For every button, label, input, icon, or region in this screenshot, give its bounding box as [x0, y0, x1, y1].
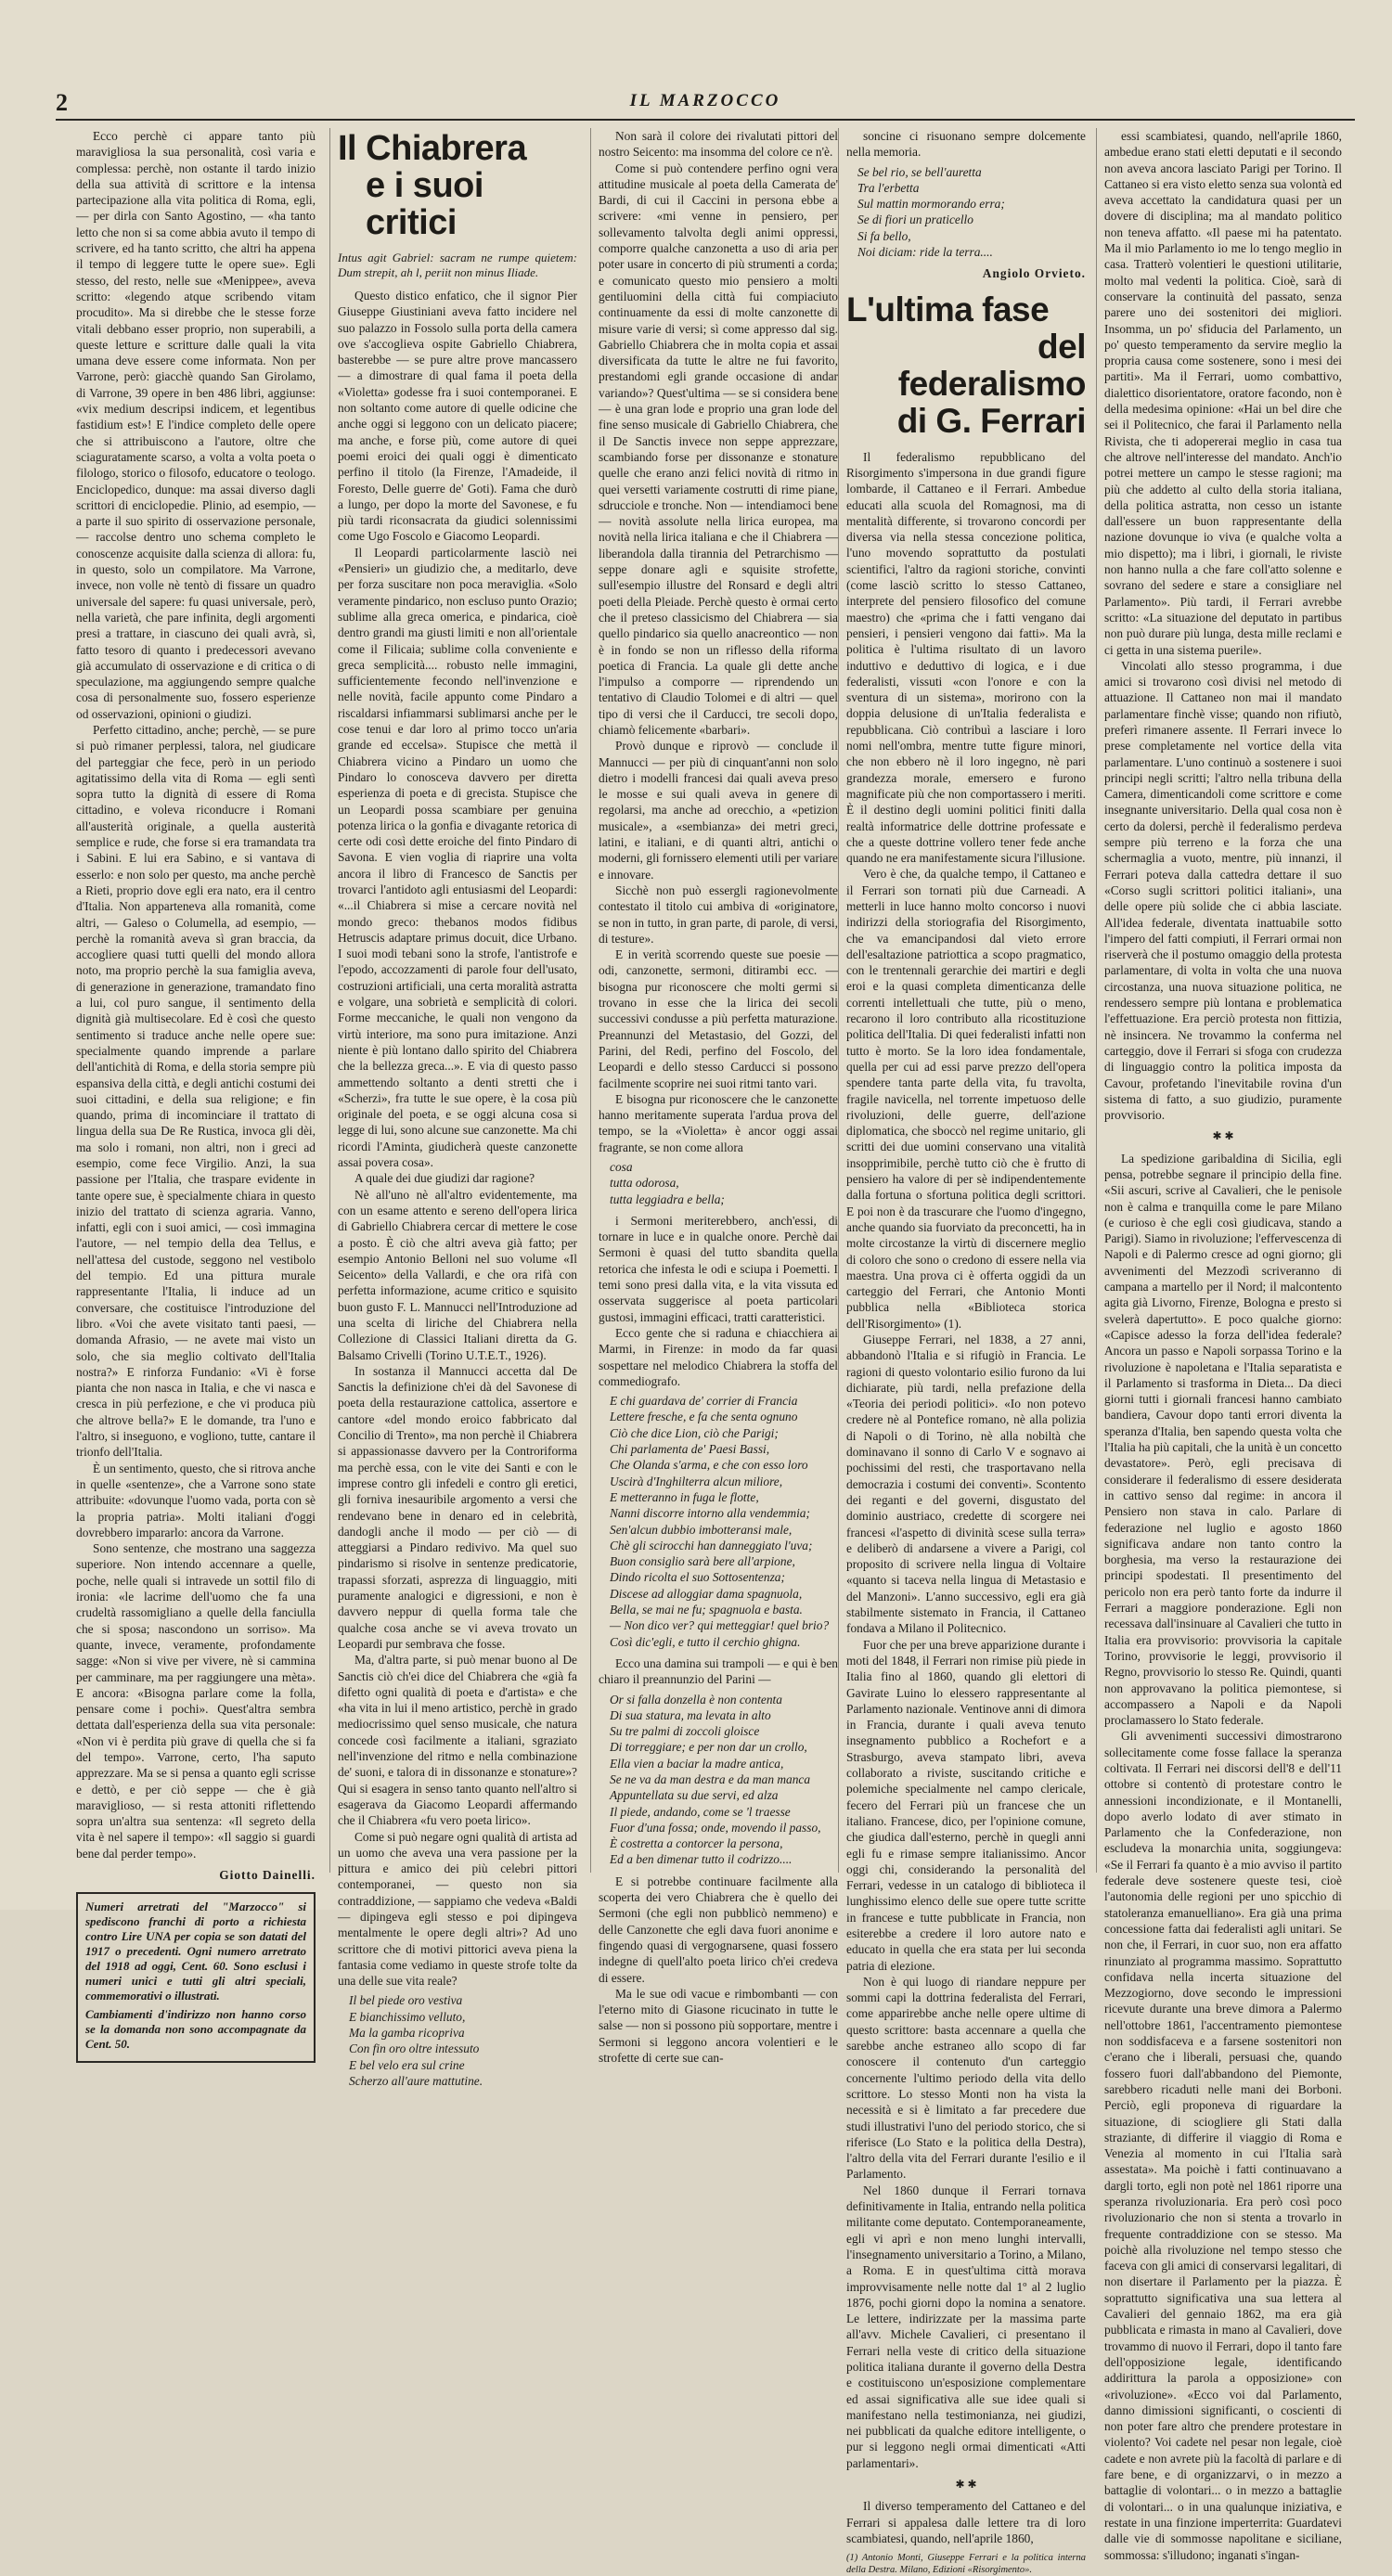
verse-line: Or si falla donzella è non contenta: [610, 1692, 782, 1707]
paragraph: Non è qui luogo di riandare neppure per sommi capi la dottrina federalista del Ferrari, come apparirebbe anche nelle opere ultime di questo scrittore: basta accennare a quella che sarebbe anche estraneo allo scopo di far conoscere il contenuto d'un carteggio concernente l'ultimo periodo della vita dello scrittore. Lo stesso Monti non ha vista la necessità e si è limitato a far precedere due studi illustrativi l'uno del periodo storico, che si riferisce (Lo Stato e la politica della Destra), l'altro della vita del Ferrari durante l'esilio e il Parlamento.: [846, 1974, 1086, 2182]
verse-line: Il piede, andando, come se 'l traesse: [610, 1804, 791, 1819]
verse-line: tutta leggiadra e bella;: [610, 1191, 725, 1206]
verse-line: Ella vien a baciar la madre antica,: [610, 1756, 784, 1771]
paragraph: Come si può negare ogni qualità di artista ad un uomo che aveva una vera passione per la pittura e amico dei più celebri pittori contemporanei, — questo non sia contraddizione, — sappiamo che vedeva «Baldi — dipingeva egli stesso e poi dipingeva mentalmente le opere degli altri»? Ad uno scrittore che di motivi pittorici aveva piena la fantasia come vediamo in queste strofe tolte da una delle sue vita reale?: [338, 1829, 577, 1989]
verse-line: Sul mattin mormorando erra;: [857, 197, 1005, 212]
verse-line: Ma la gamba ricopriva: [349, 2026, 465, 2041]
address-change-notice: Cambiamenti d'indirizzo non hanno corso se la domanda non sono accompagnate da Cent. 50.: [85, 2007, 306, 2052]
column-5: [1104, 128, 1342, 2562]
column-divider: [1096, 128, 1097, 1873]
verse-line: Uscirà d'Inghilterra alcun miliore,: [610, 1474, 783, 1488]
paragraph: essi scambiatesi, quando, nell'aprile 1860, ambedue erano stati eletti deputati e il secondo non aveva ancora lasciato Parigi per Torino. Il Cattaneo si era visto eletto senza sua volontà ed aveva accettato la candidatura quasi per un dovere di disciplina; ma al mandato politico non teneva affatto. «Il paese mi ha patentato. Ma il mio Parlamento io me lo tengo meglio in casa. Tratterò volentieri le questioni utilitarie, molto mal vedenti la politica. Cioè, sarà di conservare la continuità del passato, senza parere uno dei sostenitori dei migliori. Insomma, un po' sfiducia del Parlamento, un po' questo temperamento da servire meglio la propria causa come sostenere, sono i mesi dei partiti». Ma il Ferrari, uomo combattivo, dialettico disorientatore, oratore facondo, non è della medesima opinione: «Hai un bel dire che sei il Politecnico, che farai il Parlamento nella Rivista, che ti adopererai meglio in casa tua che altrove nell'interesse del mandato. Anch'io potrei mettere un campo le stesse ragioni; ma più che addetto al culto della storia italiana, della politica astratta, non cesso un istante dall'essere un buon rappresentante della nazione dovunque io viva (e qualche volta a mio dispetto); ma i libri, i giornali, le riviste non hanno nulla a che fare coll'atto solenne e sovrano del sedere e stare a consigliare nel Parlamento». Più tardi, il Ferrari avrebbe scritto: «La situazione del deputato in partibus non può durare più lunga, desta mille reclami e ci getta in una sistema puerile».: [1104, 129, 1342, 657]
paragraph: Come si può contendere perfino ogni vera attitudine musicale al poeta della Camerata de' Bardi, di cui il Caccini in persona ebbe a scrivere: «mi venne in pensiero, per sollevamento talvolta degli animi oppressi, comporre qualche canzonetta a uso di aria per poter usare in concerto di più strumenti a corda; e comunicato questo mio pensiero a molti gentiluomini della città fui compiaciuto continuamente da essi di molte canzonette di misure varie di versi; sì come appresso dal sig. Gabriello Chiabrera che in molta copia et assai diversificata da tutte le altre ne fui favorito, prestandomi egli grande occasione di andar variando»? Quest'ultima — se si considera bene — è una gran lode e proprio una gran lode del fine senso musicale di Gabriello Chiabrera, che il De Sanctis invece non seppe apprezzare, scambiando forse per dissonanze e stonature quelle che erano anzi felici novità di ritmo in quei versetti variamente costrutti di rime piane, sdrucciole e tronche. Non — intendiamoci bene — novità assolute nella lirica europea, ma novità nella lirica italiana e che il Chiabrera — liberandola dalla tirannia del Petrarchismo — seppe donare agli e squisite strofette, sull'esempio illustre del Ronsard e degli altri poeti della Pleiade. Perchè questo è ormai certo che il preteso classicismo del Chiabrera — sia quello pindarico sia quello anacreontico — non è in fondo se non un riflesso della riforma poetica di Francia. La quale gli dette anche l'impulso a comporre — riprendendo un tentativo di Claudio Tolomei e di altri — quel tipo di versi che il Carducci, tre secoli dopo, chiamò felicemente «barbari».: [599, 161, 838, 737]
page-number: 2: [56, 89, 68, 116]
title-line: di G. Ferrari: [896, 401, 1086, 440]
paragraph: La spedizione garibaldina di Sicilia, egli pensa, potrebbe segnare il principio della fine. «Sii ascuri, scrive al Cavalieri, che le penisole non è calma e tranquilla come le pare Milano (e curioso è che egli così giudicava, stando a Parigi). Siamo in rivoluzione; l'effervescenza di Napoli e di Palermo cresce ad ogni giorno; gli avvenimenti del Mezzodì scriveranno di campana a martello per il Nord; il malcontento agita già Livorno, Firenze, Bologna e presto si svelerà dapertutto». E poco qualche giorno: «Capisce adesso la forza dell'idea federale? Ancora un passo e Napoli sorpassa Torino e la rivoluzione è napoletana e l'Italia separatista e il Parlamento si trasforma in Dieta... Da dieci giorni tutti i giornali francesi hanno cambiato bandiera, Cavour dopo tanti errori diventa la speranza d'Italia, ben sapendo questa volta che l'Italia ha più capitali, che la unità è un concetto devastatore». Però, egli precisava di considerare il federalismo di essere desiderata in cattivo senso dal regime: in ancora il Pensiero non stava in calo. Parlare di federazione nel luglio e agosto 1860 significava andare non tanto contro la borghesia, ma verso la restaurazione dei principi spodestati. Il presentimento del pericolo non era però tanto forte da indurre il Ferrari a maggiore ponderazione. Egli non recessava dall'insinuare al Cavalieri che tutto in Italia era provvisorio: provvisoria la capitale Torino, provvisorie le leggi, provvisorio il Regno, provvisorio lo stesso Re. Quindi, quanti non approvavano la politica piemontese, si accompassero a Napoli e da Napoli proclamassero lo Stato federale.: [1104, 1151, 1342, 1728]
verse-line: cosa: [610, 1160, 633, 1174]
verse-line: Chè gli scirocchi han danneggiato l'uva;: [610, 1538, 813, 1552]
paragraph: Il Leopardi particolarmente lasciò nei «Pensieri» un giudizio che, a meditarlo, deve per forza suscitare non poca meraviglia. «Solo veramente pindarico, non escluso punto Orazio; sublime alla greca omerica, e pindarica, cioè dentro grandi ma giusti limiti e non all'orientale come il Filicaia; sublime colla conveniente e greca semplicità.... robusto nelle immagini, sufficientemente fecondo nell'invenzione e nelle novità, facile appunto come Pindaro a riscaldarsi infiammarsi sublimarsi anche per le cose tenui e dar loro al primo tocco un'aria grande ed eccelsa». Stupisce che mettà il Chiabrera vicino a Pindaro un uomo che Pindaro lo conosceva davvero per diretta esperienza di poeta e di grecista. Stupisce che un Leopardi possa scambiare per genuina potenza lirica o la gonfia e divagante retorica di certe odi così dette eroiche del finto Pindaro di Savona. E vien voglia di riaprire una volta ancora il libro di Francesco de Sanctis per trovarci l'antidoto agli entusiasmi del Leopardi: «...il Chiabrera si mise a cercare novità nel mondo greco: thebanos modos fidibus Hetruscis adaptare primus docuit, dice Urbano. I suoi modi tebani sono la strofe, l'antistrofe e l'epodo, accozzamenti di parole four dell'usato, costruzioni artificiali, una certa moralità astratta e volgare, una sobrietà e semplicità di colori. Forme meccaniche, le quali non vengono da virtù interiore, ma sono pura imitazione. Anzi niente è più lontano dallo spirito del Chiabrera che la bellezza greca...». E via di questo passo ammettendo soltanto a denti stretti che i «Scherzi», fra tutte le sue opere, è la cosa più originale del poeta, e se oggi alcuna cosa si legge di lui, sono alcune sue canzonette. Ma chi ricordi l'Aminta, giudicherà queste canzonette assai povera cosa».: [338, 545, 577, 1170]
column-4: [846, 128, 1086, 2576]
article-body: [599, 128, 838, 1155]
verse-line: E chi guardava de' corrier di Francia: [610, 1394, 798, 1409]
paragraph: Ecco perchè ci appare tanto più maravigliosa la sua personalità, così varia e complessa: perchè, non ostante il tardo inizio della sua attività di scrittore e la intensa partecipazione alla vita politica di Roma, egli, — per dirla con Santo Agostino, — «ha tanto letto che non si sa come abbia avuto il tempo di scrivere, ed ha tanto scritto, che altri ha appena il tempo di leggere tutte le opere sue». Egli stesso, del resto, nelle sue «Menippee», aveva scritto: «legendo atque scribendo vitam procudito». Ma si direbbe che le stesse forze vitali debbano esser proprio, non superabili, a queste letture e scritture dalle quali la vita umana deve essere come informata. Non per Varrone, però: giacchè quando San Girolamo, di Varrone, 39 opere in ben 486 libri, aggiunse: «vix medium descripsi indicem, et legentibus fastidium est»! E l'indice completo delle opere che si attribuiscono a l'autore, oltre che sciaguratamente scarso, a volta a volta poeta o filologo, storico o filosofo, educatore o teologo. Enciclopedico, dunque: ma assai diverso dagli scrittori di enciclopedie. Plinio, ad esempio, — a parte il suo spirito di osservazione personale, — raccolse dentro uno schema completo le conoscenze acquisite dalla scienza di allora: fu, in questo, solo un compilatore. Ma Varrone, invece, non volle nè tentò di fissare un quadro universale del sapere: fu quasi universale, però, nella varietà, che pare infinita, degli argomenti presi a trattare, in ciascuno dei quali avrà, sì, fatto tesoro di quanto i predecessori avevano già accumulato di osservazione e di critica o di speculazione, ma aggiungendo sempre qualche cosa di personalmente suo, fossero esperienze od osservazioni, opinioni o giudizi.: [76, 129, 316, 721]
verse-line: Nanni discorre intorno alla vendemmia;: [610, 1506, 810, 1521]
paragraph: Giuseppe Ferrari, nel 1838, a 27 anni, abbandonò l'Italia e si rifugiò in Francia. Le ragioni di questo volontario esilio furono da lui dichiarate, più tardi, nella prefazione della «Teoria dei periodi politici». «Io non potevo credere nè al Pontefice romano, nè alla polizia di Napoli o di Torino, nè alla nobiltà che dominavano il sonno di Carlo V e sognavo ai pochissimi del resti, che trasportavano nella democrazia i costumi dei conventi». Scontento dei reganti e del governi, disgustato del dominio austriaco, credette di scorgere nei francesi «l'aspetto di divinità scese sulla terra» e deliberò di andarsene a vivere a Parigi, col proposito di scrivere nella lingua di Voltaire «quanto si taceva nella lingua di Metastasio e del Manzoni». L'anno successivo, egli era già stabilmente sistemato in Francia, il Cattaneo fondava a Milano il Politecnico.: [846, 1333, 1086, 1636]
paragraph: Non sarà il colore dei rivalutati pittori del nostro Seicento: ma insomma del colore ce n'è.: [599, 129, 838, 160]
verse-line: Noi diciam: ride la terra....: [857, 245, 993, 260]
verse-quote: [599, 1159, 838, 1207]
verse-quote: [599, 1692, 838, 1868]
verse-line: Fuor d'una fossa; onde, movendo il passo,: [610, 1820, 821, 1835]
article-title: [338, 130, 577, 241]
article-body: [599, 1655, 838, 1688]
verse-quote: [599, 1393, 838, 1650]
verse-line: Che Olanda s'arma, e che con esso loro: [610, 1458, 808, 1473]
verse-line: tutta odorosa,: [610, 1176, 679, 1191]
verse-line: Si fa bello,: [857, 228, 911, 243]
paragraph: Perfetto cittadino, anche; perchè, — se pure si può rimaner perplessi, talora, nel giudicare del parteggiar che fece, però in un periodo agitatissimo della vita di Roma — egli sentì sopra tutto la dignità di essere di Roma cittadino, e voleva riconducre i Romani all'austerità originale, a quella austerità semplice e rude, che forse si era tramandata tra i Sabini. E lui era Sabino, e si vantava di esserlo: e non solo per questo, ma anche perchè a Rieti, proprio dove egli era nato, era il centro d'Italia. Non apparteneva alla romanità, come altri, — Galeso o Columella, ad esempio, — perchè la romanità aveva sì gran braccia, da accogliere quasi tutti quelli del mondo allora noto, ma proprio perchè la sua famiglia aveva, di generazione in generazione, tramandato fino a lui, col puro sangue, il sentimento della dignità già multisecolare. Ed è così che questo sentimento si traduce anche nelle opere sue: specialmente quando imprende a parlare dell'antichità di Roma, e della storia sempre più espansiva della città, e degli antichi costumi dei suoi cittadini, e della sua religione; e fin quando, prima di incominciare il trattato di lingua della sua De Re Rustica, invoca gli dèi, ma solo i romani, non altri, non i greci ad esempio, come fece Virgilio. Anzi, la sua passione per l'Italia, che traspare evidente in tante opere sue, è specialmente chiara in questo inizio del trattato di scienza agraria. Vanno, infatti, egli con i suoi amici, — così immagina l'autore, — nel tempio della dea Tellus, e nell'attesa del custode, seggono nel vestibolo del tempio. Ed una pittura murale rappresentante l'Italia, li induce ad un conversare, che costituisce l'introduzione del libro. «Voi che avete visitato tanti paesi, — domanda Afrasio, — ne avete mai visto un solo, che sia meglio coltivato dell'Italia nostra?» E rinforza Fundanio: «Vi è forse pianta che non nasca in Italia, e che vi nasca e cresca in più perfezione, e che vi produca più che altrove bella?» E le domande, tra l'uno e l'altro, si inseguono, e vogliono, tutte, cantare il trionfo dell'Italia.: [76, 722, 316, 1460]
article-body: [1104, 1151, 1342, 2563]
verse-line: Appuntellata su due servi, ed alza: [610, 1788, 779, 1803]
paragraph: Gli avvenimenti successivi dimostrarono sollecitamente come fosse fallace la speranza coltivata. Il Ferrari nei discorsi dell'8 e dell'11 ottobre si contentò di protestare contro le annessioni incondizionate, e il Montanelli, dopo averlo lodato di aver stimato in Parlamento che la Confederazione, non escludeva la monarchia unita, soggiungeva: «Se il Ferrari fa quanto è a mio avviso il partito federale deve sostenere queste tesi, cioè l'autonomia delle regioni per uno spicchio di statoleranza emanuelliano». Era già una prima concessione fatta dai federalisti agli unitari. Se non che, il Ferrari, in cuor suo, non era affatto rinunziato al programma massimo. Soprattutto confidava nella incerta situazione del Mezzogiorno, dove secondo le impressioni ricevute durante una breve dimora a Palermo nell'ottobre 1861, l'accentramento piemontese non soddisfaceva e a farsene sostenitori non c'erano che i liberali, persuasi che, quando fossero fuori dall'abbandono del Piemonte, sarebbero ricaduti nelle mani dei Borboni. Perciò, egli proponeva di riguardare la situazione, di sciogliere gli Stati dalla straziante, di differire il viaggio di Roma e Venezia al momento in cui l'Italia sarà assestata». Ma poichè i fatti continuavano a dargli torto, egli non potè nel 1861 riporre una speranza rivoluzionaria. Era però così poco rivoluzionario che non si stenta a trovarlo in frequente contraddizione con se stesso. Ma poichè alla rivoluzione nel tempo stesso che faceva con gli amici di conservarsi legalitari, di non disertare il Parlamento per la piazza. È soprattutto significativa una sua lettera al Cavalieri del gennaio 1862, ma era già pubblicata e rimasta in mano al Cavalieri, dove trovammo di nuovo il Ferrari, dopo il tanto fare dell'opposizione legale, identificando addirittura la parola a opposizione» con «rivoluzione». «Ecco voi dal Parlamento, danno dimissioni significanti, o coscienti di non poter fare altro che prendere protestare in violento? Voi cadete nel pesar non legale, cioè cadete e non avrete più la facoltà di parlare e di fare bene, e di organizzarvi, o in mezzo a battaglie di volontari... o in mezzo a battaglie di volontari... o in una qualunque iniziativa, e restate in una finzione imperterrita: Guardatevi dalle vie di sommosse napolitane e siciliane, sommossa: s'illudono; inganati s'ingan-: [1104, 1729, 1342, 2562]
title-line: e i suoi critici: [366, 166, 483, 242]
footnote: (1) Antonio Monti, Giuseppe Ferrari e la politica interna della Destra. Milano, Edizioni «Risorgimento».: [846, 2553, 1086, 2576]
verse-line: Di sua statura, ma levata in alto: [610, 1707, 771, 1722]
paragraph: Ma le sue odi vacue e rimbombanti — con l'eterno mito di Giasone ricucinato in tutte le salse — non si possono più sopportare, mentre i Sermoni si leggono ancora volentieri e le strofette di certe sue can-: [599, 1986, 838, 2066]
paragraph: Ecco una damina sui trampoli — e qui è ben chiaro il preannunzio del Parini —: [599, 1655, 838, 1687]
article-title: [846, 291, 1086, 440]
verse-line: Chi parlamenta de' Paesi Bassi,: [610, 1442, 770, 1457]
verse-line: Se di fiori un praticello: [857, 213, 973, 227]
verse-line: Ed a ben dimenar tutto il codrizzo....: [610, 1852, 793, 1867]
verse-line: E bel velo era sul crine: [349, 2057, 465, 2072]
article-continuation: [76, 128, 316, 1861]
verse-line: Discese ad alloggiar dama spagnuola,: [610, 1586, 803, 1601]
paragraph: Vincolati allo stesso programma, i due amici si trovarono così divisi nel metodo di attuazione. Il Cattaneo non mai il mandato parlamentare finchè visse; quando non rifiutò, preferì rimanere assente. Il Ferrari invece lo prese completamente nel vortice della vita parlamentare. L'uno continuò a sostenere i suoi principi negli scritti; l'altro nella tribuna della Camera, dimenticandoli come scrittore e come insegnante universitario. Della qual cosa non è certo da dolersi, perchè il federalismo perdeva sempre più terreno e la forza che una schermaglia a vuoto, mentre, più innanzi, il Ferrari poteva dalla cattedra dettare il suo «Corso sugli scrittori politici italiani», una delle opere più solide che ci abbia lasciate. All'idea federale, diventata inattuabile sotto l'impero del fatti compiuti, il Ferrari ormai non riserverà che il postumo omaggio della protesta parlamentare, di volta in volta che una nuova circostanza, una nuova situazione politica, ne rendessero sempre più lontana e problematica l'effettuazione. Era perciò protesta non fittizia, nè insincera. Ne trovammo la conferma nel carteggio, dove il Ferrari si sfoga con crudezza di linguaggio contro la politica imposta da Cavour, profetando l'inevitabile rovina d'un sistema di fatto, a suo giudizio, puramente provvisorio.: [1104, 658, 1342, 1123]
article-body: [599, 1874, 838, 2067]
verse-line: Buon consiglio sarà bere all'arpione,: [610, 1554, 795, 1569]
paragraph: E in verità scorrendo queste sue poesie — odi, canzonette, sermoni, ditirambi ecc. — bisogna pur riconoscere che molti germi si trovano in esse che la lirica dei secoli successivi condusse a più perfetta maturazione. Preannunzi del Metastasio, del Gozzi, del Parini, del Redi, perfino del Foscolo, del Leopardi e dello stesso Carducci si possono facilmente scoprire nei suoi ritmi tanto vari.: [599, 947, 838, 1090]
verse-line: Con fin oro oltre intessuto: [349, 2041, 480, 2056]
paragraph: E si potrebbe continuare facilmente alla scoperta dei vero Chiabrera che è quello dei Sermoni (che egli non pubblicò nemmeno) e delle Canzonette che egli dava fuori anonime e fingendo quasi di vergognarsene, quasi fossero indegne di quell'alto poeta lirico ch'ei credeva di essere.: [599, 1874, 838, 1985]
verse-line: E metteranno in fuga le flotte,: [610, 1489, 759, 1504]
subscription-notice: [76, 1892, 316, 2063]
section-separator: ✱ ✱: [1212, 1129, 1234, 1143]
verse-line: Se ne va da man destra e da man manca: [610, 1771, 811, 1786]
verse-line: Il bel piede oro vestiva: [349, 1993, 463, 2008]
verse-line: Su tre palmi di zoccoli gloisce: [610, 1724, 760, 1739]
verse-line: Ciò che dice Lion, ciò che Parigi;: [610, 1425, 779, 1440]
paragraph: E bisogna pur riconoscere che le canzonette hanno meritamente superata l'ardua prova del tempo, se la «Violetta» è ancor oggi assai fragrante, se non come allora: [599, 1091, 838, 1154]
article-body: [846, 128, 1086, 161]
article-body: [338, 288, 577, 1989]
verse-line: Bella, se mai ne fu; spagnuola e basta.: [610, 1603, 803, 1617]
column-divider: [590, 128, 591, 1873]
verse-line: È costretta a contorcer la persona,: [610, 1836, 783, 1851]
article-body: [846, 449, 1086, 2471]
paragraph: È un sentimento, questo, che si ritrova anche in quelle «sentenze», che a Varrone sono state attribuite: «dovunque l'uomo vada, porta con sè la propria patria». Molti italiani d'oggi dovrebbero impararlo: ancora da Varrone.: [76, 1461, 316, 1539]
author-signature: Giotto Dainelli.: [219, 1868, 316, 1883]
paragraph: Fuor che per una breve apparizione durante i moti del 1848, il Ferrari non rimise più piede in Italia fino al 1860, quando gli elettori di Gavirate Luino lo elessero rappresentante al Parlamento nazionale. Ventinove anni di dimora in Francia, durante i quali aveva tenuto insegnamento pubblico a Rochefort e a Strasburgo, aveva stampato libri, aveva collaborato a riviste, suscitando critiche e polemiche specialmente nel campo clericale, fecero del Ferrari più un francese che un italiano. Francese, dico, per l'opinione comune, che giudica dall'esterno, perchè in quegli anni egli fu e rimase sempre italianissimo. Ancor oggi chi, considerando la personalità del Ferrari, vedesse in un catalogo di biblioteca il lunghissimo elenco delle sue opere tutte scritte in francese e tutte pubblicate in Francia, non esiterebbe a credere il loro autore nato e educato in quella che era stata per lui seconda patria di elezione.: [846, 1637, 1086, 1973]
paragraph: Nè all'uno nè all'altro evidentemente, ma con un esame attento e sereno dell'opera lirica di Gabriello Chiabrera cercar di mettere le cose a posto. È ciò che altri aveva già fatto; per esempio Antonio Belloni nel suo volume «Il Seicento» della Vallardi, e che ora rifà con perfetta informazione, acume critico e squisito buon gusto F. L. Mannucci nell'Introduzione ad una scelta di liriche del Chiabrera nella Collezione di Classici Italiani diretta da G. Balsamo Crivelli (Torino U.T.E.T., 1926).: [338, 1187, 577, 1362]
section-separator: ✱ ✱: [955, 2478, 977, 2492]
epigraph: Intus agit Gabriel: sacram ne rumpe quietem: Dum strepit, ah l, periit non minus Iliade.: [338, 251, 577, 279]
paragraph: Provò dunque e riprovò — conclude il Mannucci — per più di cinquant'anni non solo dietro i modelli francesi dai quali aveva preso le mosse e sui quali aveva in genere di regolarsi, ma anche ad orecchio, a «petizion musicale», a «sembianza» dei metri greci, latini, e italiani, e di quanti altri, antichi o moderni, gli fornissero elementi utili per variare e innovare.: [599, 739, 838, 882]
verse-quote: [846, 164, 1086, 261]
paragraph: Questo distico enfatico, che il signor Pier Giuseppe Giustiniani aveva fatto incidere nel suo palazzo in Fossolo sulla porta della camera ove s'accoglieva ospite Gabriello Chiabrera, basterebbe — se pure altre prove mancassero — a dimostrare di qual fama il poeta della «Violetta» godesse fra i suoi contemporanei. E non soltanto come autore di quelle odicine che anche oggi si leggono con un delicato piacere; ma anche, e forse più, come autore di quei poemi eroici dei quali oggi è dimenticato perfino il titolo (la Firenze, l'Amadeide, il Foresto, Delle guerre de' Goti). Fama che durò a lungo, per dopo la morte del Savonese, e fu più tardi riconsacrata da giudici solennissimi come Ugo Foscolo e Giacomo Leopardi.: [338, 289, 577, 544]
paragraph: Sicchè non può essergli ragionevolmente contestato il titolo cui ambiva di «originatore, se non in tutto, in gran parte, di parole, di versi, di testure».: [599, 882, 838, 946]
paragraph: i Sermoni meriterebbero, anch'essi, di tornare in luce e in qualche onore. Perchè dai Sermoni è quasi del tutto sbandita quella retorica che infesta le odi e sciupa i Poemetti. I temi sono presi dalla vita, e la vita vissuta ed osservata suggerisce al poeta particolari gustosi, immagini efficaci, tratti caratteristici.: [599, 1213, 838, 1324]
title-line: Il Chiabrera: [338, 129, 527, 168]
column-divider: [329, 128, 330, 1873]
column-divider: [838, 128, 839, 1873]
title-line: del federalismo: [897, 327, 1086, 403]
title-line: L'ultima fase: [846, 290, 1050, 328]
paragraph: Vero è che, da qualche tempo, il Cattaneo e il Ferrari son tornati più due Carneadi. A metterli in luce hanno molto concorso i nuovi indirizzi della storiografia del Risorgimento, che va emancipandosi dal vieto errore dell'esaltazione patriottica a scopo pragmatico, con le trentennali gerarchie dei martiri e degli eroi e la quasi completa dimenticanza delle correnti intellettuali che tutte, più o meno, recarono il loro contributo alla ricostituzione politica dell'Italia. Di quei federalisti infatti non tutto è morto. Se la loro idea fondamentale, quella per cui ad essi parve prezzo dell'opera spendere tanta parte della vita, fu travolta, fragile navicella, nel torrente impetuoso delle rivoluzioni, delle guerre, dell'azione diplomatica, che sboccò nel regime unitario, gli scritti dei due uomini conservano una vitalità insopprimibile, perchè tutto ciò che è frutto di pensiero ha valore di per sè indipendentemente dalla fortuna o sfortuna politica degli scrittori. E poi non è da trascurare che l'uomo d'ingegno, anche quando sia fuorviato da preconcetti, ha in molte circostanze la virtù di discernere meglio di coloro che sono o credono di essere nella via maestra. Una prova ci è offerta oggidì da un carteggio del Ferrari, che Antonio Monti pubblica nella «Biblioteca storica dell'Risorgimento» (1).: [846, 867, 1086, 1331]
paragraph: soncine ci risuonano sempre dolcemente nella memoria.: [846, 129, 1086, 160]
back-issues-notice: Numeri arretrati del "Marzocco" si spediscono franchi di porto a richiesta contro Lire UNA per copia se son datati del 1917 o precedenti. Ogni numero arretrato del 1918 ad oggi, Cent. 60. Sono esclusi i numeri unici e tutti gli altri speciali, commemorativi o illustrati.: [85, 1900, 306, 2003]
verse-line: Così dic'egli, e tutto il cerchio ghigna.: [610, 1634, 801, 1649]
header-rule: [56, 119, 1355, 121]
paragraph: A quale dei due giudizi dar ragione?: [354, 1171, 535, 1186]
column-3: [599, 128, 838, 2066]
column-2: [338, 128, 577, 2088]
verse-line: Scherzo all'aure mattutine.: [349, 2073, 483, 2088]
article-body: [846, 2498, 1086, 2546]
article-body: [599, 1213, 838, 1389]
paragraph: In sostanza il Mannucci accetta dal De Sanctis la definizione ch'ei dà del Savonese di poeta della restaurazione cattolica, assertore e cantore «del mondo eroico fabbricato dal Concilio di Trento», ma non perchè il Chiabrera si appassionasse davvero per la Controriforma ma perchè essa, con le vite dei Santi e con le imprese contro gli infedeli e contro gli eretici, gli forniva inesauribile argomento a versi che rendevano bene in denaro ed in celebrità, dandogli anche il modo — per ciò — di atteggiarsi a Pindaro redivivo. Ma quel suo pindarismo si risolve in sentenze predicatorie, trapassi sforzati, asprezza di linguaggio, miti puramente analogici e digressioni, e non è davvero neppur di quella forma tale che qualche cosa anche se vi aveva trovato un Leopardi pur sembrava che fosse.: [338, 1363, 577, 1651]
verse-line: Dindo ricolta el suo Sottosentenza;: [610, 1570, 785, 1585]
verse-line: Tra l'erbetta: [857, 180, 920, 195]
paragraph: Sono sentenze, che mostrano una saggezza superiore. Non intendo accennare a quelle, poche, nelle quali si intravede un sottil filo di ironia: «le lacrime dell'uomo che fa una crudeltà rassomigliano a quelle della fanciulla che si sposa; nascondono un sorriso». Ma quante, invece, veramente, profondamente sagge: «Non si vive per vivere, nè si cammina per camminare, ma per raggiungere una mèta». E ancora: «Bisogna parlare come la folla, pensare come i pochi». Quest'altra sembra dettata dall'esperienza della sua vita personale: «Non vi è perdita più grave di quella che si fa del tempo». Varrone, certo, l'ha saputo apprezzare. Ma se si pensa a quanto egli scrisse e dettò, e per ciò seppe — che è già maraviglioso, — si resta attoniti riflettendo sopra un'altra sua sentenza: «Il segreto della vita è nel sapere il tempo»: «Il saggio si guardi bene dal perder tempo».: [76, 1541, 316, 1861]
author-signature: Angiolo Orvieto.: [982, 266, 1086, 281]
article-body: [1104, 128, 1342, 1123]
verse-line: E bianchissimo velluto,: [349, 2009, 466, 2024]
verse-line: — Non dico ver? qui metteggiar! quel brio?: [610, 1618, 830, 1633]
verse-line: Lettere fresche, e fa che senta ognuno: [610, 1410, 798, 1424]
paragraph: Il diverso temperamento del Cattaneo e del Ferrari si appalesa dalle lettere tra di loro scambiatesi, quando, nell'aprile 1860,: [846, 2499, 1086, 2545]
verse-quote: [338, 1992, 577, 2089]
verse-line: Di torreggiare; e per non dar un crollo,: [610, 1740, 807, 1755]
verse-line: Se bel rio, se bell'auretta: [857, 164, 982, 179]
verse-line: Sen'alcun dubbio imbotteransi male,: [610, 1522, 793, 1537]
page-header: [56, 89, 1355, 117]
paragraph: Nel 1860 dunque il Ferrari tornava definitivamente in Italia, entrando nella politica militante come deputato. Contemporaneamente, egli vi aprì e non meno lunghi intervalli, l'insegnamento universitario a Torino, a Milano, a Roma. E in quest'ultima città morava improvvisamente nelle notte dal 1º al 2 luglio 1876, pochi giorni dopo la nomina a senatore. Le lettere, indirizzate per la massima parte all'avv. Michele Cavalieri, ci presentano il Ferrari nella veste di critico della situazione politica italiana durante il governo della Destra e costituiscono un'esposizione complementare ed assai significativa alle sue idee quali si manifestano nella testimonianza, nei giudizi, nei pubblicati da qualche editore intelligente, o pur si leggono negli ormai dimenticati «Atti parlamentari».: [846, 2183, 1086, 2470]
paragraph: Ecco gente che si raduna e chiacchiera ai Marmi, in Firenze: in modo da far quasi sospettare nel melodico Chiabrera la stoffa del commediografo.: [599, 1325, 838, 1388]
paragraph: Il federalismo repubblicano del Risorgimento s'impersona in due grandi figure lombarde, il Cattaneo e il Ferrari. Ambedue educati alla scuola del Romagnosi, ma di mentalità differente, si trovarono concordi per diversa via nella stessa concezione politica, l'uno movendo soprattutto da postulati scientifici, l'altro da ragioni storiche, convinti (come lasciò scritto lo stesso Cattaneo, interprete del pensiero filosofico del comune maestro) che «prima che i fatti vengano dai pensieri, i pensieri vengono dai fatti». Ma la politica è l'ultima risultato di un lavoro induttivo e deduttivo di logica, e i due federalisti, vissuti «con l'onore e con la sventura di un sistema», morirono con la doppia delusione di un'Italia federalista e repubblicana. Ciò contribuì a lasciare i loro nomi nell'ombra, mentre tutte figure minori, che non ebbero nè il loro ingegno, nè pari grandezza morale, emersero e furono magnificate più che non comportassero i meriti. È il destino degli uomini politici finiti dalla realtà informatrice delle dottrine professate e che a queste dottrine vollero tener fede anche quando ne era manifestamente sicura l'illusione.: [846, 449, 1086, 866]
paragraph: Ma, d'altra parte, si può menar buono al De Sanctis ciò ch'ei dice del Chiabrera che «già fa difetto ogni qualità di poeta e d'artista» e che «ha vita in lui il meno artistico, perchè in grado mediocrissimo quel senso musicale, che natura concede così facilmente a italiani, sgraziato nell'invenzione del ritmo e nella combinazione de' suoni, e talora di in dissonanze e stonature»? Qui si esagera in senso tanto quanto nell'altro si esagerava da Giacomo Leopardi affermando che il Chiabrera «fu vero poeta lirico».: [338, 1653, 577, 1828]
column-1: [76, 128, 316, 2052]
masthead: IL MARZOCCO: [629, 91, 781, 110]
